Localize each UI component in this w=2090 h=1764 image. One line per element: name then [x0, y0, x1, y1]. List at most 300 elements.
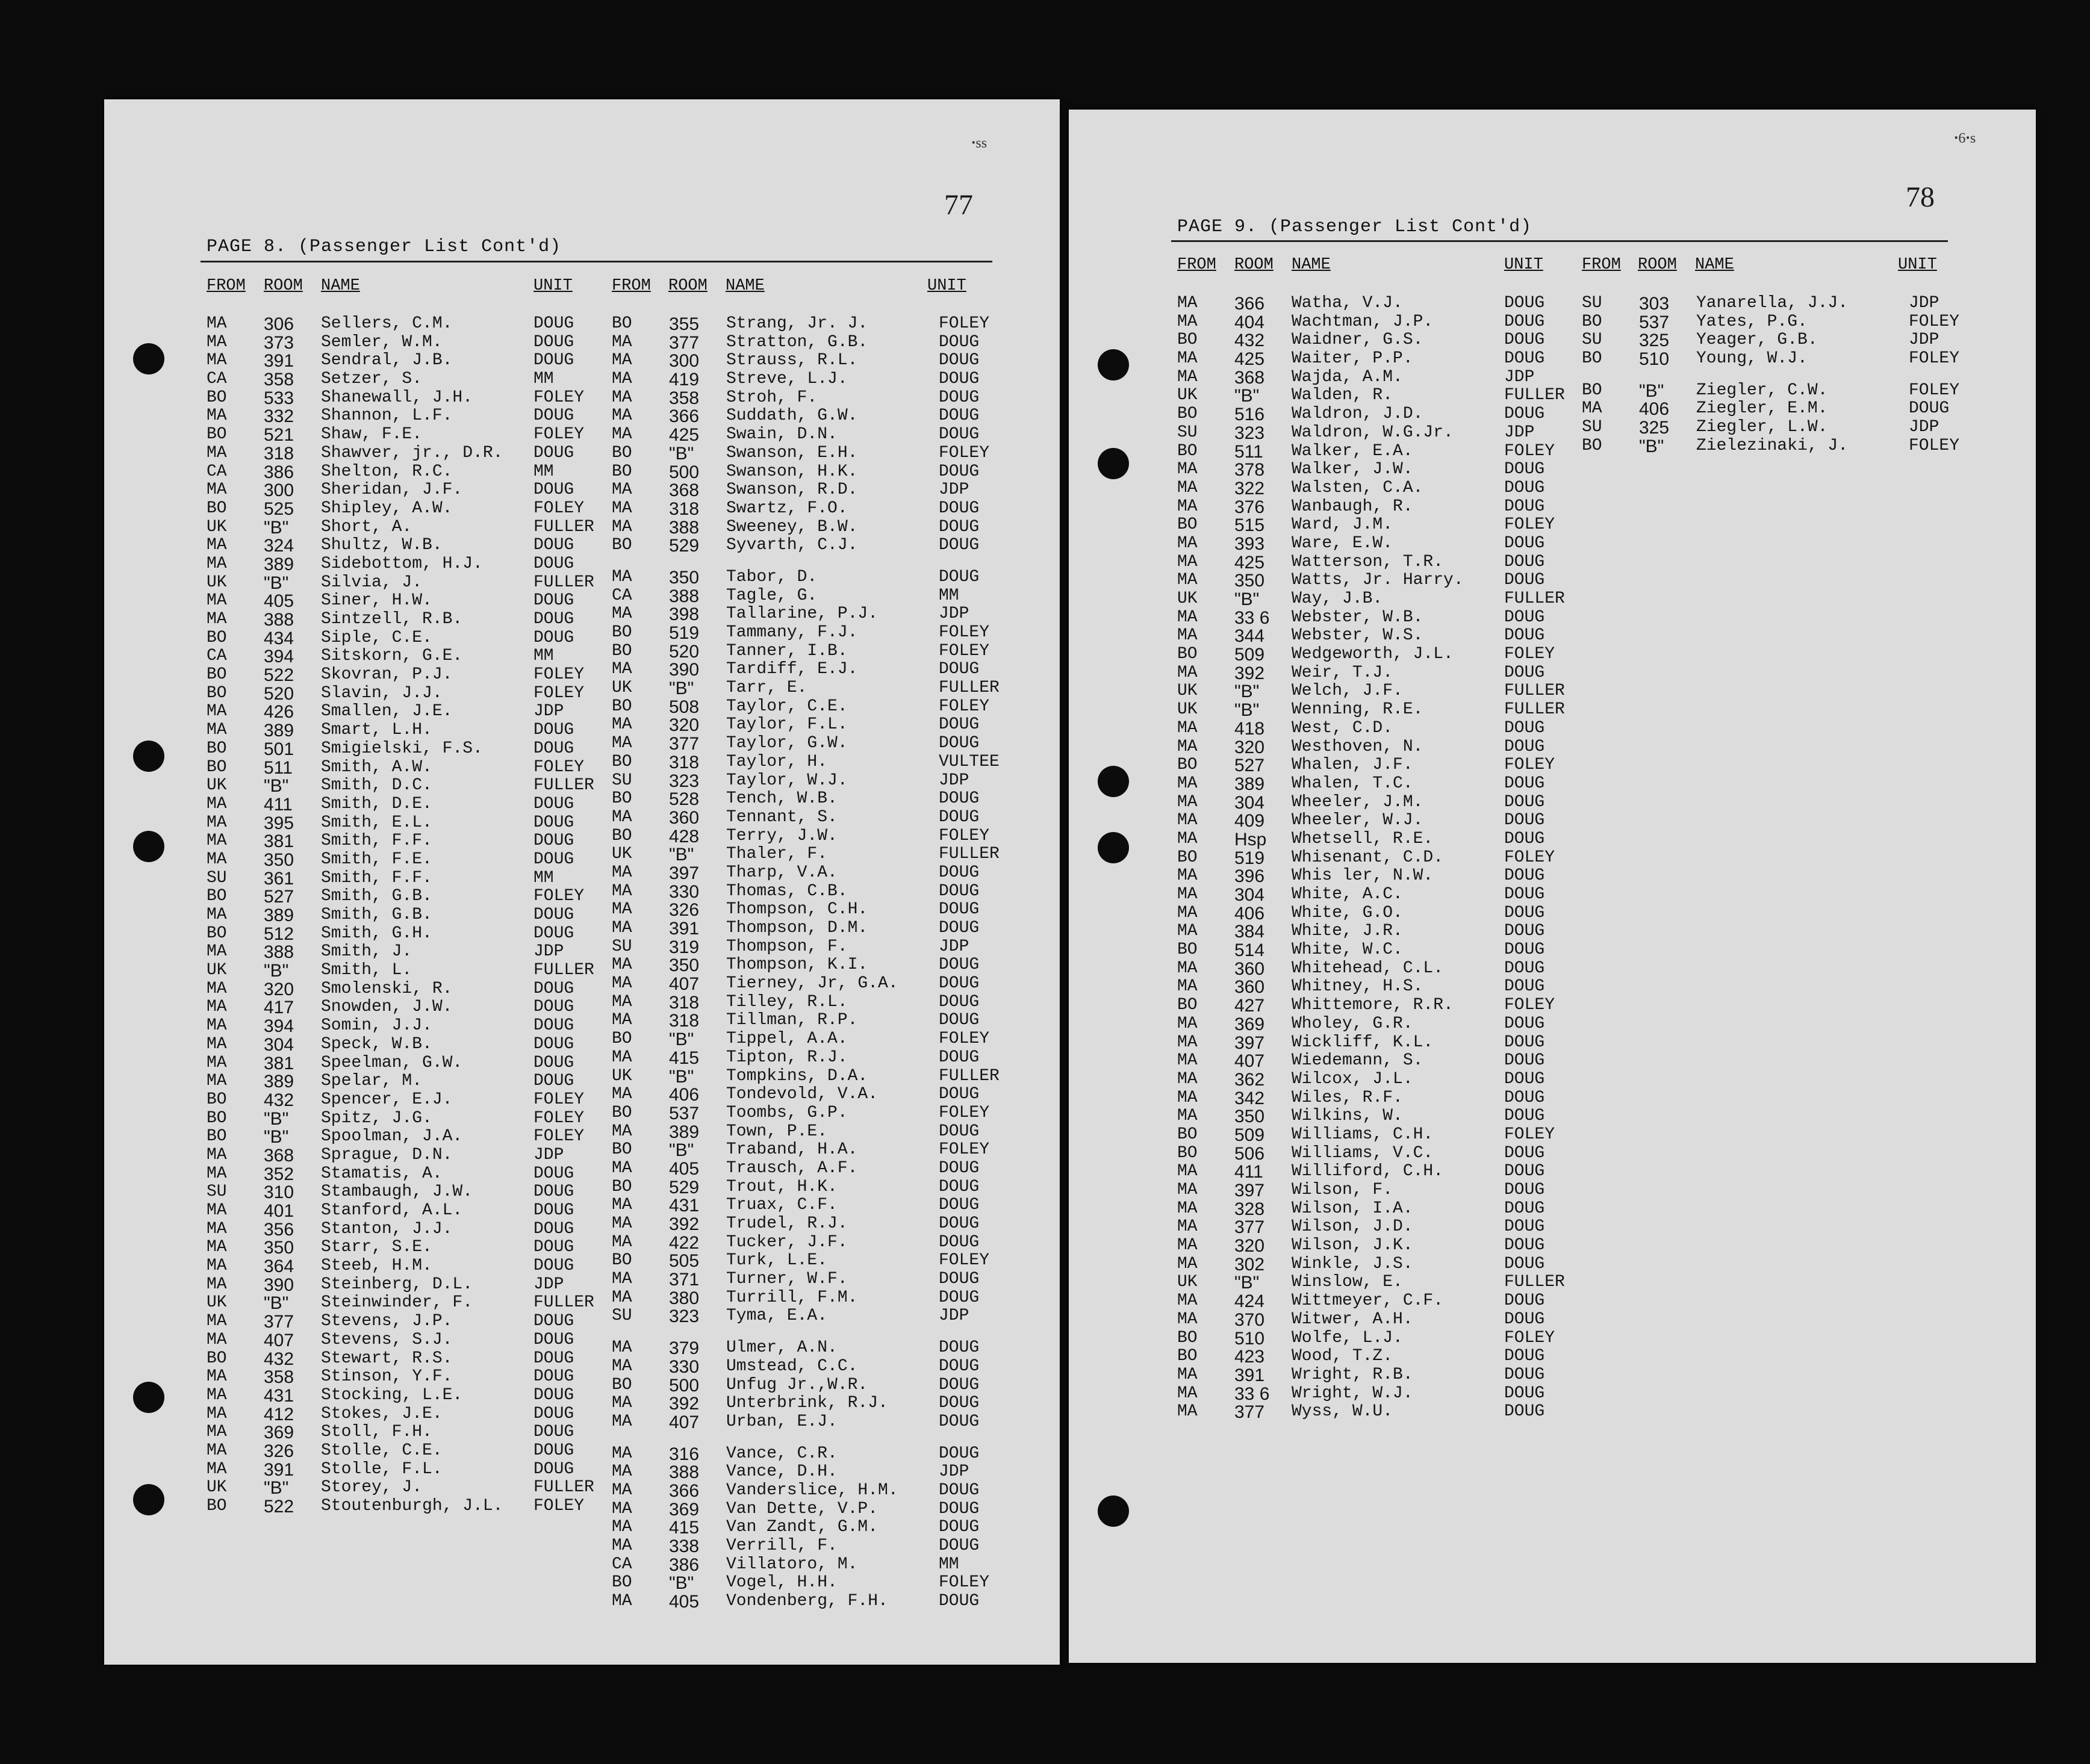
- passenger-name: Wilcox, J.L.: [1292, 1069, 1413, 1089]
- passenger-from: MA: [207, 1275, 227, 1294]
- passenger-unit: DOUG: [939, 1592, 980, 1611]
- passenger-room: 412: [264, 1404, 294, 1424]
- passenger-from: BO: [207, 887, 227, 906]
- passenger-name: Wiles, R.F.: [1292, 1088, 1403, 1107]
- passenger-room: 370: [1234, 1309, 1265, 1330]
- passenger-name: Walsten, C.A.: [1292, 478, 1423, 497]
- passenger-name: Stratton, G.B.: [726, 332, 868, 352]
- passenger-unit: DOUG: [1504, 940, 1545, 960]
- header-from: FROM: [207, 277, 246, 295]
- passenger-room: 362: [1234, 1069, 1265, 1090]
- passenger-name: Wilson, F.: [1292, 1181, 1393, 1199]
- passenger-unit: DOUG: [533, 979, 574, 998]
- passenger-room: 511: [1234, 441, 1263, 462]
- passenger-room: "B": [669, 1030, 694, 1050]
- passenger-name: Stanton, J.J.: [321, 1219, 453, 1238]
- passenger-name: Swartz, F.O.: [726, 498, 848, 518]
- passenger-unit: JDP: [939, 937, 969, 956]
- passenger-unit: FULLER: [1504, 682, 1565, 701]
- passenger-room: 407: [669, 974, 700, 995]
- passenger-room: 377: [1234, 1217, 1265, 1238]
- passenger-name: Whitney, H.S.: [1292, 977, 1423, 996]
- binder-hole: [133, 741, 164, 772]
- passenger-room: 319: [669, 937, 700, 957]
- passenger-room: 511: [264, 757, 293, 778]
- passenger-room: 394: [264, 1016, 294, 1037]
- passenger-unit: DOUG: [939, 1444, 980, 1463]
- passenger-name: Wood, T.Z.: [1292, 1347, 1393, 1366]
- passenger-name: Spencer, E.J.: [321, 1090, 453, 1109]
- passenger-from: UK: [612, 1066, 632, 1085]
- passenger-unit: DOUG: [533, 794, 574, 813]
- passenger-from: BO: [612, 1573, 632, 1592]
- passenger-name: White, J.R.: [1292, 922, 1403, 941]
- passenger-room: "B": [264, 1293, 289, 1314]
- passenger-room: 304: [1234, 885, 1265, 905]
- passenger-from: MA: [1177, 958, 1198, 978]
- passenger-from: MA: [207, 1034, 227, 1054]
- passenger-from: BO: [1177, 848, 1198, 867]
- passenger-unit: DOUG: [939, 1085, 980, 1104]
- passenger-from: MA: [1582, 399, 1602, 418]
- passenger-unit: DOUG: [939, 955, 980, 975]
- passenger-name: Thompson, C.H.: [726, 900, 868, 919]
- passenger-unit: DOUG: [939, 370, 980, 389]
- passenger-room: 406: [1234, 903, 1265, 924]
- passenger-from: UK: [1177, 589, 1198, 608]
- passenger-name: Semler, W.M.: [321, 332, 443, 352]
- passenger-from: BO: [612, 752, 632, 771]
- passenger-name: Tallarine, P.J.: [726, 604, 879, 624]
- passenger-from: MA: [612, 734, 632, 753]
- passenger-name: Smigielski, F.S.: [321, 739, 483, 758]
- passenger-name: Shawver, jr., D.R.: [321, 443, 503, 462]
- passenger-room: "B": [669, 679, 694, 699]
- passenger-name: Smith, F.E.: [321, 849, 432, 869]
- passenger-name: Tabor, D.: [726, 567, 818, 586]
- passenger-from: BO: [1177, 756, 1198, 775]
- passenger-room: 391: [669, 919, 700, 939]
- passenger-room: 369: [264, 1423, 294, 1443]
- passenger-name: Sitskorn, G.E.: [321, 647, 463, 666]
- passenger-from: MA: [612, 1518, 632, 1537]
- passenger-unit: DOUG: [533, 739, 574, 758]
- passenger-name: Swanson, R.D.: [726, 480, 858, 500]
- passenger-room: 368: [669, 480, 700, 501]
- passenger-from: MA: [1177, 792, 1198, 812]
- passenger-unit: FOLEY: [533, 887, 585, 906]
- page-number: 78: [1906, 181, 1935, 213]
- passenger-room: 390: [669, 660, 700, 680]
- passenger-name: Stoutenburgh, J.L.: [321, 1497, 503, 1515]
- passenger-name: Wittmeyer, C.F.: [1292, 1291, 1444, 1311]
- passenger-unit: DOUG: [533, 536, 574, 555]
- passenger-room: 419: [669, 370, 700, 390]
- passenger-from: MA: [1177, 1309, 1198, 1329]
- passenger-name: Thompson, F.: [726, 937, 848, 956]
- passenger-name: Thaler, F.: [726, 845, 828, 864]
- passenger-room: 320: [1234, 737, 1265, 757]
- passenger-name: Spelar, M.: [321, 1072, 423, 1091]
- passenger-name: Trout, H.K.: [726, 1177, 838, 1196]
- passenger-room: Hsp: [1234, 829, 1267, 849]
- passenger-from: MA: [1177, 1402, 1198, 1421]
- passenger-name: Syvarth, C.J.: [726, 536, 858, 555]
- corner-mark: ꞏss: [971, 135, 987, 151]
- passenger-unit: DOUG: [533, 1312, 574, 1331]
- passenger-name: Van Zandt, G.M.: [726, 1518, 879, 1537]
- passenger-room: 322: [1234, 478, 1265, 498]
- passenger-room: "B": [1234, 1273, 1260, 1293]
- passenger-room: 397: [669, 863, 700, 883]
- passenger-from: MA: [207, 1072, 227, 1091]
- passenger-room: 391: [264, 1459, 294, 1480]
- passenger-from: MA: [612, 1536, 632, 1555]
- passenger-unit: DOUG: [1504, 977, 1545, 996]
- passenger-name: Thompson, D.M.: [726, 919, 868, 937]
- passenger-name: Tennant, S.: [726, 807, 838, 827]
- passenger-from: MA: [1177, 460, 1198, 479]
- passenger-name: Stolle, F.L.: [321, 1459, 443, 1479]
- passenger-name: Tardiff, E.J.: [726, 660, 858, 679]
- passenger-from: BO: [207, 1497, 227, 1515]
- passenger-room: 520: [669, 641, 700, 662]
- passenger-name: Wolfe, L.J.: [1292, 1328, 1403, 1347]
- passenger-from: BO: [1177, 331, 1198, 350]
- header-name: NAME: [321, 277, 360, 295]
- passenger-room: 338: [669, 1536, 700, 1556]
- passenger-from: BO: [1177, 1328, 1198, 1347]
- passenger-unit: DOUG: [533, 813, 574, 832]
- passenger-name: Walden, R.: [1292, 386, 1393, 405]
- passenger-room: 411: [1234, 1162, 1263, 1182]
- passenger-name: Swanson, E.H.: [726, 443, 858, 462]
- passenger-name: Somin, J.J.: [321, 1016, 432, 1036]
- passenger-room: 368: [1234, 367, 1265, 388]
- passenger-from: BO: [207, 628, 227, 647]
- passenger-unit: DOUG: [533, 1385, 574, 1405]
- passenger-unit: DOUG: [533, 998, 574, 1017]
- passenger-room: 401: [264, 1201, 294, 1221]
- passenger-from: MA: [612, 425, 632, 444]
- passenger-name: Terry, J.W.: [726, 826, 838, 845]
- passenger-unit: DOUG: [533, 1053, 574, 1072]
- passenger-name: Watha, V.J.: [1292, 294, 1403, 312]
- passenger-unit: DOUG: [533, 1441, 574, 1460]
- passenger-room: 395: [264, 813, 294, 833]
- passenger-from: MA: [207, 1053, 227, 1072]
- passenger-room: 415: [669, 1048, 700, 1068]
- passenger-from: BO: [612, 1030, 632, 1049]
- passenger-unit: DOUG: [533, 314, 574, 333]
- passenger-unit: DOUG: [939, 807, 980, 827]
- passenger-name: Swanson, H.K.: [726, 462, 858, 481]
- passenger-from: MA: [207, 1404, 227, 1423]
- passenger-from: MA: [1177, 718, 1198, 738]
- passenger-from: MA: [207, 1145, 227, 1164]
- passenger-name: Stambaugh, J.W.: [321, 1182, 473, 1202]
- passenger-from: BO: [1582, 436, 1602, 455]
- passenger-from: MA: [612, 1085, 632, 1104]
- passenger-unit: FOLEY: [1504, 645, 1555, 664]
- passenger-from: MA: [1177, 1051, 1198, 1070]
- passenger-room: 381: [264, 1053, 294, 1073]
- passenger-from: MA: [1177, 497, 1198, 516]
- passenger-from: BO: [612, 1103, 632, 1122]
- passenger-unit: DOUG: [1504, 737, 1545, 756]
- passenger-from: BO: [207, 683, 227, 703]
- passenger-unit: DOUG: [1504, 571, 1545, 590]
- passenger-room: 529: [669, 536, 700, 556]
- passenger-unit: FULLER: [1504, 700, 1565, 719]
- passenger-from: MA: [612, 480, 632, 500]
- passenger-room: 381: [264, 831, 294, 852]
- passenger-name: Waiter, P.P.: [1292, 349, 1413, 368]
- passenger-room: "B": [1639, 436, 1664, 456]
- passenger-name: Smith, F.F.: [321, 868, 432, 887]
- passenger-from: MA: [612, 1232, 632, 1252]
- binder-hole: [133, 1484, 164, 1515]
- passenger-unit: DOUG: [939, 881, 980, 901]
- passenger-room: 432: [1234, 331, 1265, 351]
- passenger-from: MA: [1177, 533, 1198, 553]
- passenger-room: 330: [669, 881, 700, 902]
- passenger-unit: FOLEY: [533, 388, 585, 407]
- passenger-from: MA: [207, 1385, 227, 1405]
- passenger-name: Strang, Jr. J.: [726, 314, 868, 333]
- header-name: NAME: [726, 277, 765, 295]
- passenger-unit: FOLEY: [1909, 312, 1960, 331]
- passenger-name: Smith, J.: [321, 942, 412, 961]
- passenger-unit: FOLEY: [533, 665, 585, 685]
- passenger-unit: FULLER: [533, 517, 594, 536]
- passenger-from: MA: [207, 1423, 227, 1442]
- passenger-name: Smith, A.W.: [321, 757, 432, 777]
- passenger-from: BO: [1582, 312, 1602, 331]
- passenger-room: 537: [669, 1103, 700, 1123]
- passenger-from: SU: [612, 771, 632, 790]
- passenger-unit: JDP: [939, 1306, 969, 1326]
- passenger-from: MA: [207, 406, 227, 426]
- passenger-from: BO: [1177, 405, 1198, 424]
- passenger-from: SU: [207, 1182, 227, 1202]
- passenger-room: 389: [264, 905, 294, 925]
- passenger-name: Unterbrink, R.J.: [726, 1394, 888, 1413]
- passenger-unit: DOUG: [939, 1480, 980, 1500]
- passenger-from: MA: [612, 1196, 632, 1215]
- passenger-room: 515: [1234, 515, 1265, 536]
- passenger-name: Tippel, A.A.: [726, 1030, 848, 1049]
- passenger-unit: DOUG: [533, 1238, 574, 1257]
- passenger-room: 425: [669, 425, 700, 446]
- passenger-unit: DOUG: [1504, 460, 1545, 479]
- passenger-from: MA: [1177, 922, 1198, 941]
- passenger-unit: FOLEY: [1504, 756, 1555, 775]
- right-page-sheet: [1069, 110, 2036, 1663]
- passenger-room: "B": [264, 961, 289, 981]
- passenger-name: Spitz, J.G.: [321, 1108, 432, 1128]
- passenger-from: MA: [207, 794, 227, 813]
- passenger-room: 389: [1234, 774, 1265, 794]
- passenger-name: Young, W.J.: [1696, 349, 1808, 368]
- passenger-name: Shipley, A.W.: [321, 498, 453, 518]
- passenger-unit: DOUG: [533, 1164, 574, 1183]
- passenger-room: 434: [264, 628, 294, 648]
- passenger-from: BO: [612, 462, 632, 481]
- passenger-from: MA: [1177, 1033, 1198, 1052]
- passenger-room: 500: [669, 1375, 700, 1396]
- passenger-room: 404: [1234, 312, 1265, 332]
- passenger-from: MA: [1177, 866, 1198, 886]
- passenger-from: MA: [612, 1444, 632, 1463]
- passenger-name: Ward, J.M.: [1292, 515, 1393, 535]
- passenger-room: 405: [264, 591, 294, 612]
- passenger-room: 425: [1234, 552, 1265, 573]
- passenger-room: "B": [264, 517, 289, 538]
- passenger-from: MA: [612, 992, 632, 1011]
- passenger-name: Slavin, J.J.: [321, 683, 443, 703]
- passenger-from: MA: [1177, 1199, 1198, 1218]
- passenger-name: Welch, J.F.: [1292, 682, 1403, 701]
- passenger-from: BO: [1177, 1125, 1198, 1144]
- passenger-room: 320: [1234, 1236, 1265, 1256]
- passenger-unit: DOUG: [1504, 1051, 1545, 1070]
- passenger-room: 391: [264, 351, 294, 371]
- binder-hole: [1098, 448, 1129, 479]
- passenger-unit: DOUG: [939, 1122, 980, 1141]
- passenger-from: BO: [612, 1140, 632, 1160]
- passenger-room: 325: [1639, 418, 1670, 438]
- passenger-room: 320: [264, 979, 294, 999]
- passenger-room: 304: [264, 1034, 294, 1055]
- passenger-unit: DOUG: [939, 789, 980, 809]
- passenger-unit: FOLEY: [939, 1103, 990, 1122]
- passenger-room: 368: [264, 1145, 294, 1166]
- passenger-unit: FOLEY: [1909, 436, 1960, 455]
- passenger-room: 415: [669, 1518, 700, 1538]
- passenger-unit: DOUG: [939, 351, 980, 370]
- passenger-room: 406: [1639, 399, 1670, 420]
- passenger-name: Wilson, J.D.: [1292, 1217, 1413, 1237]
- passenger-name: Smith, F.F.: [321, 831, 432, 851]
- passenger-room: 358: [264, 1367, 294, 1388]
- passenger-name: Silvia, J.: [321, 573, 423, 592]
- passenger-from: BO: [207, 1349, 227, 1368]
- passenger-name: Wenning, R.E.: [1292, 700, 1423, 719]
- header-room: ROOM: [264, 277, 303, 295]
- passenger-from: MA: [207, 998, 227, 1017]
- passenger-from: MA: [612, 1158, 632, 1178]
- passenger-name: Stewart, R.S.: [321, 1349, 453, 1368]
- passenger-from: MA: [612, 1356, 632, 1376]
- passenger-unit: DOUG: [939, 1232, 980, 1252]
- passenger-unit: DOUG: [1504, 312, 1545, 331]
- passenger-from: MA: [612, 517, 632, 536]
- passenger-from: MA: [612, 807, 632, 827]
- passenger-from: MA: [612, 604, 632, 624]
- passenger-name: Vogel, H.H.: [726, 1573, 838, 1592]
- passenger-room: 522: [264, 1497, 294, 1517]
- passenger-from: MA: [612, 567, 632, 586]
- passenger-unit: DOUG: [939, 1518, 980, 1537]
- header-name: NAME: [1695, 256, 1734, 274]
- passenger-room: 392: [1234, 663, 1265, 683]
- passenger-unit: DOUG: [939, 1270, 980, 1289]
- passenger-name: Winkle, J.S.: [1292, 1254, 1413, 1273]
- passenger-from: MA: [207, 591, 227, 610]
- passenger-unit: DOUG: [1504, 718, 1545, 738]
- passenger-room: 425: [1234, 349, 1265, 370]
- passenger-room: 316: [669, 1444, 700, 1464]
- passenger-name: Wickliff, K.L.: [1292, 1033, 1434, 1052]
- passenger-room: 397: [1234, 1181, 1265, 1200]
- passenger-from: UK: [207, 1478, 227, 1497]
- passenger-room: 302: [1234, 1254, 1265, 1275]
- passenger-from: BO: [1582, 349, 1602, 368]
- passenger-from: MA: [207, 1256, 227, 1276]
- passenger-unit: FULLER: [939, 845, 1000, 864]
- passenger-unit: FOLEY: [1909, 380, 1960, 400]
- passenger-from: MA: [207, 332, 227, 352]
- passenger-unit: DOUG: [939, 863, 980, 882]
- passenger-name: Tanner, I.B.: [726, 641, 848, 660]
- passenger-from: BO: [612, 536, 632, 555]
- passenger-name: Westhoven, N.: [1292, 737, 1423, 756]
- passenger-from: MA: [612, 351, 632, 370]
- passenger-from: MA: [612, 1270, 632, 1289]
- passenger-from: MA: [1177, 811, 1198, 830]
- passenger-name: Webster, W.B.: [1292, 607, 1423, 627]
- passenger-name: Zielezinaki, J.: [1696, 436, 1849, 455]
- passenger-from: SU: [1177, 423, 1198, 442]
- passenger-unit: DOUG: [533, 480, 574, 500]
- passenger-unit: DOUG: [533, 1349, 574, 1368]
- passenger-name: Smallen, J.E.: [321, 702, 453, 721]
- passenger-unit: DOUG: [1504, 811, 1545, 830]
- passenger-room: 418: [1234, 718, 1265, 739]
- passenger-room: 509: [1234, 1125, 1265, 1145]
- passenger-room: "B": [669, 845, 694, 865]
- passenger-room: "B": [264, 573, 289, 593]
- passenger-unit: DOUG: [533, 924, 574, 943]
- passenger-name: Taylor, H.: [726, 752, 828, 771]
- passenger-name: Van Dette, V.P.: [726, 1499, 879, 1518]
- binder-hole: [1098, 832, 1129, 863]
- passenger-room: "B": [1234, 386, 1260, 406]
- passenger-name: Walker, E.A.: [1292, 441, 1413, 461]
- passenger-from: UK: [1177, 700, 1198, 719]
- passenger-unit: DOUG: [939, 992, 980, 1011]
- passenger-room: 500: [669, 462, 700, 482]
- passenger-unit: DOUG: [939, 900, 980, 919]
- passenger-unit: DOUG: [533, 721, 574, 740]
- passenger-room: 366: [1234, 294, 1265, 314]
- passenger-from: MA: [1177, 626, 1198, 645]
- passenger-unit: DOUG: [1504, 1107, 1545, 1126]
- passenger-room: 360: [669, 807, 700, 828]
- passenger-room: 389: [264, 554, 294, 574]
- passenger-unit: DOUG: [939, 1196, 980, 1215]
- passenger-unit: DOUG: [1504, 626, 1545, 645]
- passenger-room: 396: [1234, 866, 1265, 887]
- header-unit: UNIT: [533, 277, 573, 295]
- passenger-room: 409: [1234, 811, 1265, 831]
- passenger-room: 350: [1234, 571, 1265, 591]
- passenger-room: 525: [264, 498, 294, 519]
- passenger-from: MA: [612, 1048, 632, 1067]
- passenger-from: MA: [612, 388, 632, 407]
- passenger-room: 423: [1234, 1347, 1265, 1367]
